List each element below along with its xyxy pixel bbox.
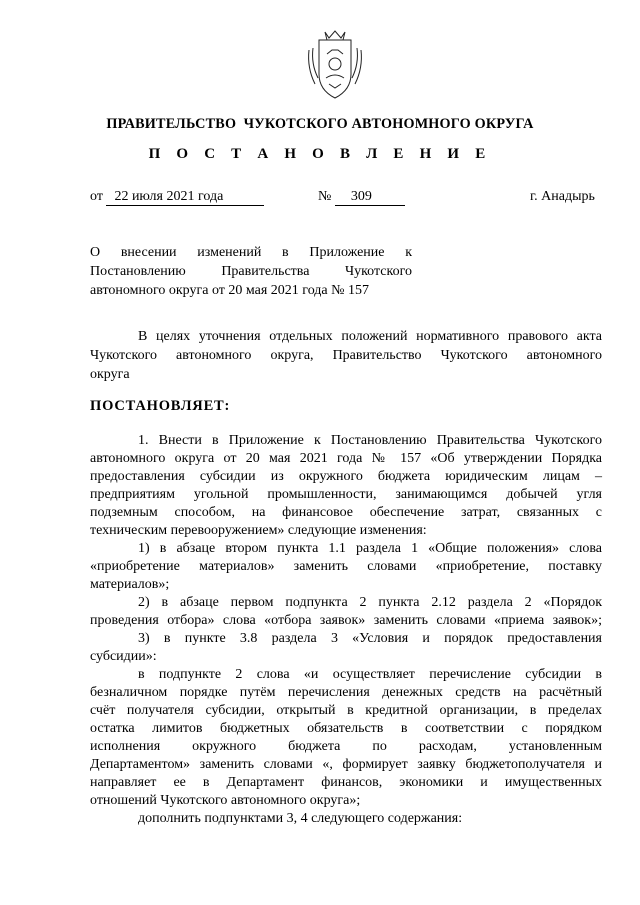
body-line: исполнения окружного бюджета по расходам, установленным bbox=[90, 739, 602, 754]
decree-number: 309 bbox=[335, 189, 405, 206]
body-line: дополнить подпунктами 3, 4 следующего содержания: bbox=[138, 811, 463, 826]
body-line: Департаментом» заменить словами «, формирует заявку бюджетополучателя и bbox=[90, 757, 602, 772]
decree-subject bbox=[90, 243, 412, 300]
decree-date-row bbox=[90, 189, 264, 206]
preamble bbox=[90, 327, 602, 384]
body-line: счёт получателя субсидии, открытый в кредитной организации, в пределах bbox=[90, 703, 602, 718]
body-line: 1. Внести в Приложение к Постановлению Правительства Чукотского bbox=[138, 433, 602, 448]
body-line: 2) в абзаце первом подпункта 2 пункта 2.12 раздела 2 «Порядок bbox=[138, 595, 602, 610]
subject-line: О внесении изменений в Приложение к bbox=[90, 245, 412, 260]
decree-city: г. Анадырь bbox=[530, 189, 595, 204]
from-label: от bbox=[90, 189, 103, 204]
body-line: в подпункте 2 слова «и осуществляет перечисление субсидии в bbox=[138, 667, 602, 682]
subject-line: Постановлению Правительства Чукотского bbox=[90, 264, 412, 279]
subject-line: автономного округа от 20 мая 2021 года № 157 bbox=[90, 283, 369, 298]
body-line: безналичном порядке путём перечисления денежных средств на расчётный bbox=[90, 685, 602, 700]
decree-date: 22 июля 2021 года bbox=[106, 189, 264, 206]
body-line: подземным способом, на финансовое обеспечение затрат, связанных с bbox=[90, 505, 602, 520]
preamble-line: В целях уточнения отдельных положений нормативного правового акта bbox=[138, 329, 602, 344]
decree-title: П О С Т А Н О В Л Е Н И Е bbox=[148, 146, 492, 162]
body-line: отношений Чукотского автономного округа»; bbox=[90, 793, 361, 808]
body-line: субсидии»: bbox=[90, 649, 157, 664]
preamble-line: округа bbox=[90, 367, 130, 382]
body-line: предоставления субсидии из окружного бюджета юридическим лицам – bbox=[90, 469, 602, 484]
body-line: предприятиям угольной промышленности, занимающимся добычей угля bbox=[90, 487, 602, 502]
body-line: техническим перевооружением» следующие изменения: bbox=[90, 523, 427, 538]
decree-body bbox=[90, 432, 602, 828]
body-line: материалов»; bbox=[90, 577, 170, 592]
body-line: 1) в абзаце втором пункта 1.1 раздела 1 «Общие положения» слова bbox=[138, 541, 602, 556]
decree-number-row bbox=[318, 189, 405, 206]
resolves-heading: ПОСТАНОВЛЯЕТ: bbox=[90, 398, 231, 414]
government-title: ПРАВИТЕЛЬСТВО ЧУКОТСКОГО АВТОНОМНОГО ОКРУГА bbox=[106, 116, 534, 132]
body-line: 3) в пункте 3.8 раздела 3 «Условия и порядок предоставления bbox=[138, 631, 602, 646]
coat-of-arms-icon bbox=[305, 28, 365, 104]
body-line: остатка лимитов бюджетных обязательств в соответствии с порядком bbox=[90, 721, 602, 736]
number-label: № bbox=[318, 189, 332, 204]
body-line: «приобретение материалов» заменить словами «приобретение, поставку bbox=[90, 559, 602, 574]
body-line: автономного округа от 20 мая 2021 года № 157 «Об утверждении Порядка bbox=[90, 451, 602, 466]
body-line: проведения отбора» слова «отбора заявок» заменить словами «приема заявок»; bbox=[90, 613, 602, 628]
preamble-line: Чукотского автономного округа, Правительство Чукотского автономного bbox=[90, 348, 602, 363]
body-line: направляет ее в Департамент финансов, экономики и имущественных bbox=[90, 775, 602, 790]
